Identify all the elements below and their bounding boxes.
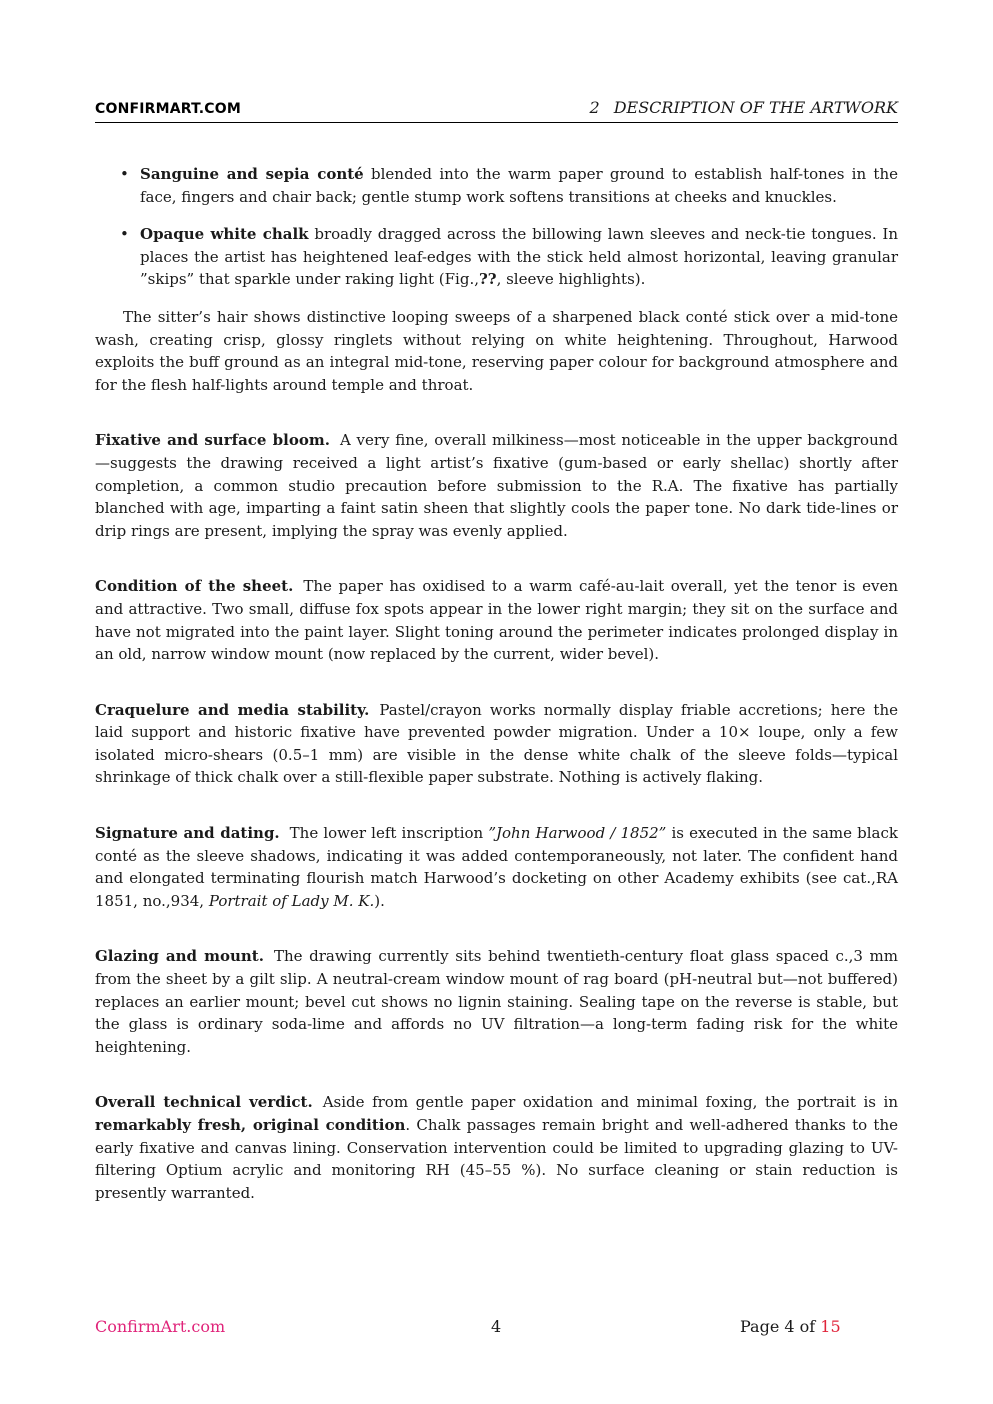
inscription-text: ”John Harwood / 1852”: [488, 824, 667, 843]
bullet-icon: •: [120, 165, 129, 183]
fixative-paragraph: [95, 429, 898, 542]
condition-paragraph: [95, 575, 898, 665]
list-item-text: broadly dragged across the billowing lawn sleeves and neck-tie tongues. In places the artist has heightened leaf-edges with the stick held almost horizontal, leaving granular ”skips” that sparkle under raking light (Fig.,: [140, 225, 898, 289]
glazing-heading: Glazing and mount.: [95, 947, 264, 966]
page-body: [95, 163, 898, 1204]
list-item-term: Sanguine and sepia conté: [140, 165, 364, 183]
craquelure-text: Pastel/crayon works normally display friable accretions; here the laid support and historic fixative have prevented powder migration. Under a 10× loupe, only a few isolated micro-shears (0.5–1 mm) are visible in the dense white chalk of the sleeve folds—typical shrinkage of thick chalk over a still-flexible paper substrate. Nothing is actively flaking.: [95, 700, 898, 787]
condition-text: The paper has oxidised to a warm café-au-lait overall, yet the tenor is even and attractive. Two small, diffuse fox spots appear in the lower right margin; they sit on the surface and have not migrated into the paint layer. Slight toning around the perimeter indicates prolonged display in an old, narrow window mount (now replaced by the current, wider bevel).: [95, 577, 898, 664]
signature-text: The lower left inscription: [289, 824, 489, 843]
list-item: [95, 163, 898, 208]
bullet-icon: •: [120, 225, 129, 244]
verdict-text-end: . Chalk passages remain bright and well-adhered thanks to the early fixative and canvas lining. Conservation intervention could be limited to upgrading glazing to UV-filtering Optium acrylic and monitoring RH (45–55 %). No surface cleaning or stain reduction is presently warranted.: [95, 1116, 898, 1202]
section-number: 2: [589, 98, 600, 117]
signature-heading: Signature and dating.: [95, 824, 280, 843]
list-item-text: blended into the warm paper ground to establish half-tones in the face, fingers and chair back; gentle stump work softens transitions at cheeks and knuckles.: [140, 165, 898, 206]
section-title: DESCRIPTION OF THE ARTWORK: [613, 98, 898, 117]
fixative-text: A very fine, overall milkiness—most noticeable in the upper background—suggests the drawing received a light artist’s fixative (gum-based or early shellac) shortly after completion, a common studio precaution before submission to the R.A. The fixative has partially blanched with age, imparting a faint satin sheen that slightly cools the paper tone. No dark tide-lines or drip rings are present, implying the spray was evenly applied.: [95, 431, 898, 540]
condition-heading: Condition of the sheet.: [95, 577, 294, 596]
running-head: [590, 98, 898, 117]
work-title: Portrait of Lady M. K.: [208, 891, 375, 910]
list-item-text-end: , sleeve highlights).: [496, 270, 646, 289]
signature-text-end: ).: [374, 891, 385, 910]
site-link[interactable]: ConfirmArt.com: [95, 1317, 226, 1336]
list-item-term: Opaque white chalk: [140, 225, 309, 244]
verdict-highlight: remarkably fresh, original condition: [95, 1116, 406, 1134]
signature-paragraph: [95, 822, 898, 912]
technique-list: [95, 163, 898, 291]
verdict-heading: Overall technical verdict.: [95, 1093, 313, 1112]
page-total-link[interactable]: 15: [820, 1317, 841, 1336]
craquelure-heading: Craquelure and media stability.: [95, 700, 370, 719]
verdict-paragraph: [95, 1091, 898, 1204]
glazing-paragraph: [95, 945, 898, 1058]
page-header: [95, 98, 898, 123]
page-number: 4: [491, 1317, 502, 1336]
verdict-text: Aside from gentle paper oxidation and minimal foxing, the portrait is in: [322, 1093, 898, 1112]
list-item: [95, 223, 898, 291]
figure-reference[interactable]: ??: [478, 270, 497, 289]
page-count: [740, 1317, 841, 1336]
hair-paragraph: The sitter’s hair shows distinctive looping sweeps of a sharpened black conté stick over a mid-tone wash, creating crisp, glossy ringlets without relying on white heightening. Throughout, Harwood exploits the buff ground as an integral mid-tone, reserving paper colour for background atmosphere and for the flesh half-lights around temple and throat.: [95, 307, 898, 394]
page-count-prefix: Page 4 of: [740, 1317, 821, 1336]
confirmart-logo: CONFIRMART.COM: [95, 101, 242, 117]
glazing-text: The drawing currently sits behind twentieth-century float glass spaced c.,3 mm from the sheet by a gilt slip. A neutral-cream window mount of rag board (pH-neutral but—not buffered) replaces an earlier mount; bevel cut shows no lignin staining. Sealing tape on the reverse is stable, but the glass is ordinary soda-lime and affords no UV filtration—a long-term fading risk for the white heightening.: [95, 947, 899, 1056]
fixative-heading: Fixative and surface bloom.: [95, 431, 330, 450]
signature-text-middle: is executed in the same black conté as the sleeve shadows, indicating it was added contemporaneously, not later. The confident hand and elongated terminating flourish match Harwood’s docketing on other Academy exhibits (see cat.,RA 1851, no.,934,: [95, 824, 898, 910]
craquelure-paragraph: [95, 699, 898, 789]
